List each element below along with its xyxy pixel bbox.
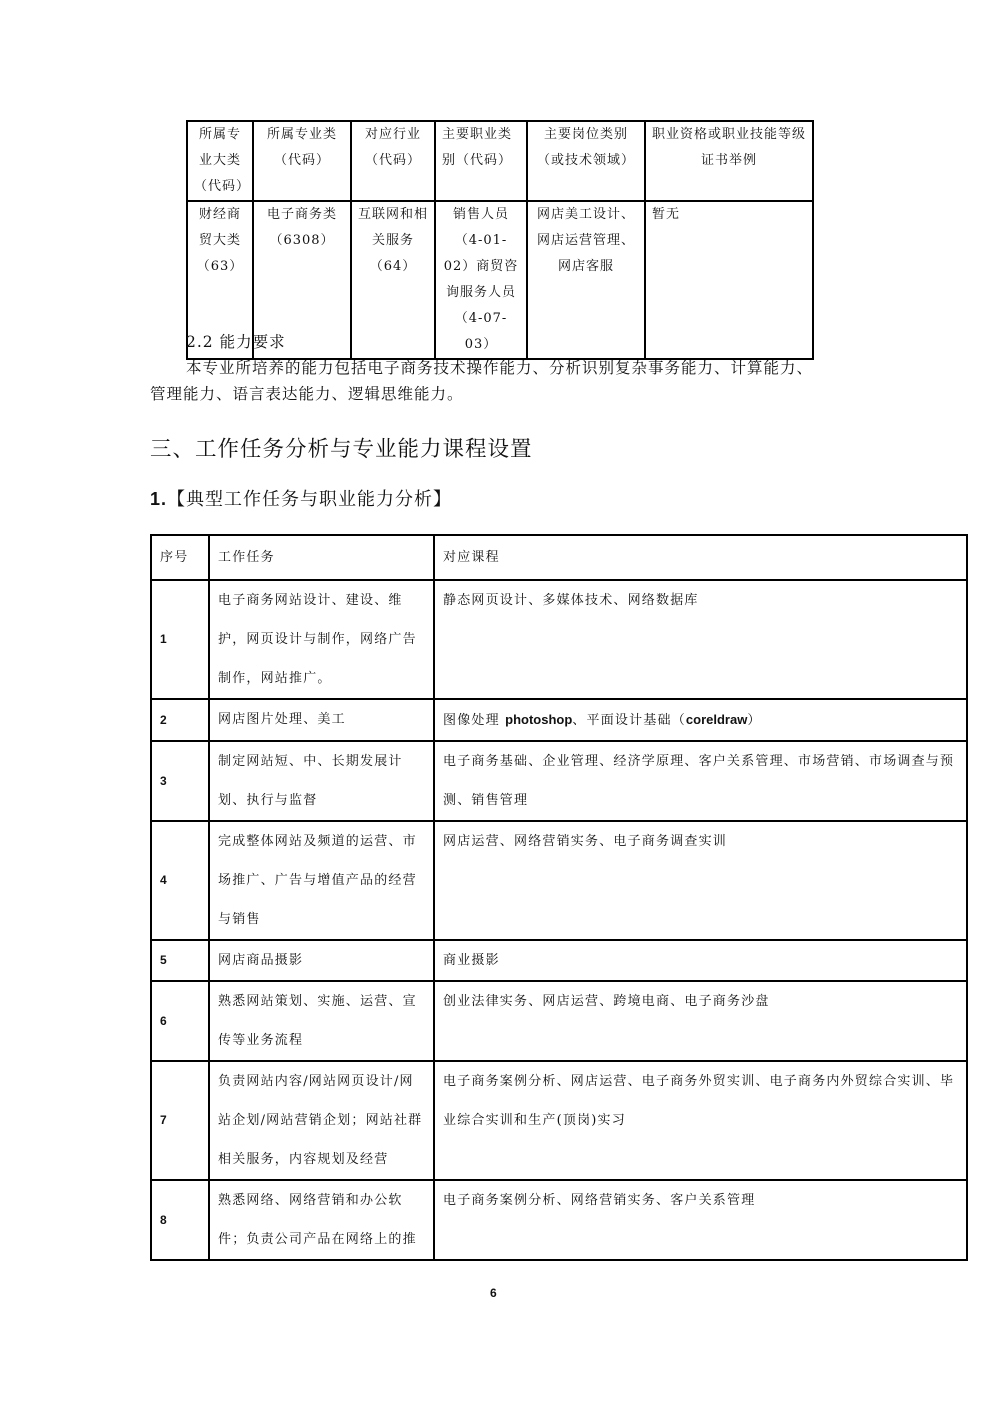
course-cell: 静态网页设计、多媒体技术、网络数据库 [434, 580, 967, 699]
subsection-number: 1. [150, 489, 168, 509]
header-cell: 对应课程 [434, 535, 967, 580]
paragraph-line: 本专业所培养的能力包括电子商务技术操作能力、分析识别复杂事务能力、计算能力、 [186, 359, 814, 377]
table-row [151, 940, 967, 981]
table-row [151, 981, 967, 1061]
section-heading-2-2: 2.2 能力要求 [186, 333, 286, 351]
header-cell: 所属专业大类（代码） [187, 121, 253, 201]
row-number: 3 [151, 741, 209, 821]
row-number: 2 [151, 699, 209, 741]
task-cell: 熟悉网络、网络营销和办公软件；负责公司产品在网络上的推 [209, 1180, 434, 1260]
page-number: 6 [490, 1286, 497, 1300]
task-cell: 熟悉网站策划、实施、运营、宣传等业务流程 [209, 981, 434, 1061]
table-cell: 暂无 [645, 201, 813, 359]
task-cell: 制定网站短、中、长期发展计划、执行与监督 [209, 741, 434, 821]
course-text: ） [747, 713, 762, 728]
table-row [151, 1061, 967, 1180]
header-cell: 序号 [151, 535, 209, 580]
subsection-title [150, 485, 452, 511]
row-number: 4 [151, 821, 209, 940]
table-cell: 电子商务类（6308） [253, 201, 351, 359]
row-number: 7 [151, 1061, 209, 1180]
table-header-row [151, 535, 967, 580]
paragraph-line: 管理能力、语言表达能力、逻辑思维能力。 [150, 385, 464, 403]
table-row [151, 580, 967, 699]
task-cell: 负责网站内容/网站网页设计/网站企划/网站营销企划；网站社群相关服务，内容规划及经营 [209, 1061, 434, 1180]
course-cell: 商业摄影 [434, 940, 967, 981]
task-cell: 网店商品摄影 [209, 940, 434, 981]
course-text: coreldraw [685, 712, 748, 727]
task-cell: 网店图片处理、美工 [209, 699, 434, 741]
table-row [151, 741, 967, 821]
table-row [151, 821, 967, 940]
section-title: 三、工作任务分析与专业能力课程设置 [150, 437, 533, 462]
table-cell: 财经商贸大类（63） [187, 201, 253, 359]
course-cell: 电子商务基础、企业管理、经济学原理、客户关系管理、市场营销、市场调查与预测、销售管理 [434, 741, 967, 821]
table-row [151, 699, 967, 741]
row-number: 5 [151, 940, 209, 981]
task-cell: 电子商务网站设计、建设、维护，网页设计与制作，网络广告制作，网站推广。 [209, 580, 434, 699]
task-cell: 完成整体网站及频道的运营、市场推广、广告与增值产品的经营与销售 [209, 821, 434, 940]
course-cell [434, 699, 967, 741]
course-text: photoshop [505, 712, 573, 727]
header-cell: 所属专业类（代码） [253, 121, 351, 201]
header-cell: 职业资格或职业技能等级证书举例 [645, 121, 813, 201]
course-cell: 网店运营、网络营销实务、电子商务调查实训 [434, 821, 967, 940]
row-number: 8 [151, 1180, 209, 1260]
table-header-row [187, 121, 813, 201]
header-cell: 对应行业（代码） [351, 121, 435, 201]
table-cell: 互联网和相关服务（64） [351, 201, 435, 359]
row-number: 1 [151, 580, 209, 699]
header-cell: 主要职业类别（代码） [435, 121, 527, 201]
table-row [151, 1180, 967, 1260]
course-text: 图像处理 [443, 713, 506, 728]
course-cell: 创业法律实务、网店运营、跨境电商、电子商务沙盘 [434, 981, 967, 1061]
specialty-info-table [186, 120, 814, 360]
task-course-table [150, 534, 968, 1261]
table-cell: 网店美工设计、网店运营管理、网店客服 [527, 201, 645, 359]
row-number: 6 [151, 981, 209, 1061]
course-cell: 电子商务案例分析、网络营销实务、客户关系管理 [434, 1180, 967, 1260]
header-cell: 工作任务 [209, 535, 434, 580]
course-cell: 电子商务案例分析、网店运营、电子商务外贸实训、电子商务内外贸综合实训、毕业综合实训和生产(顶岗)实习 [434, 1061, 967, 1180]
table-cell: 销售人员（4-01-02）商贸咨询服务人员（4-07-03） [435, 201, 527, 359]
header-cell: 主要岗位类别（或技术领域） [527, 121, 645, 201]
course-text: 、平面设计基础（ [572, 713, 686, 728]
subsection-label: 【典型工作任务与职业能力分析】 [167, 489, 453, 510]
